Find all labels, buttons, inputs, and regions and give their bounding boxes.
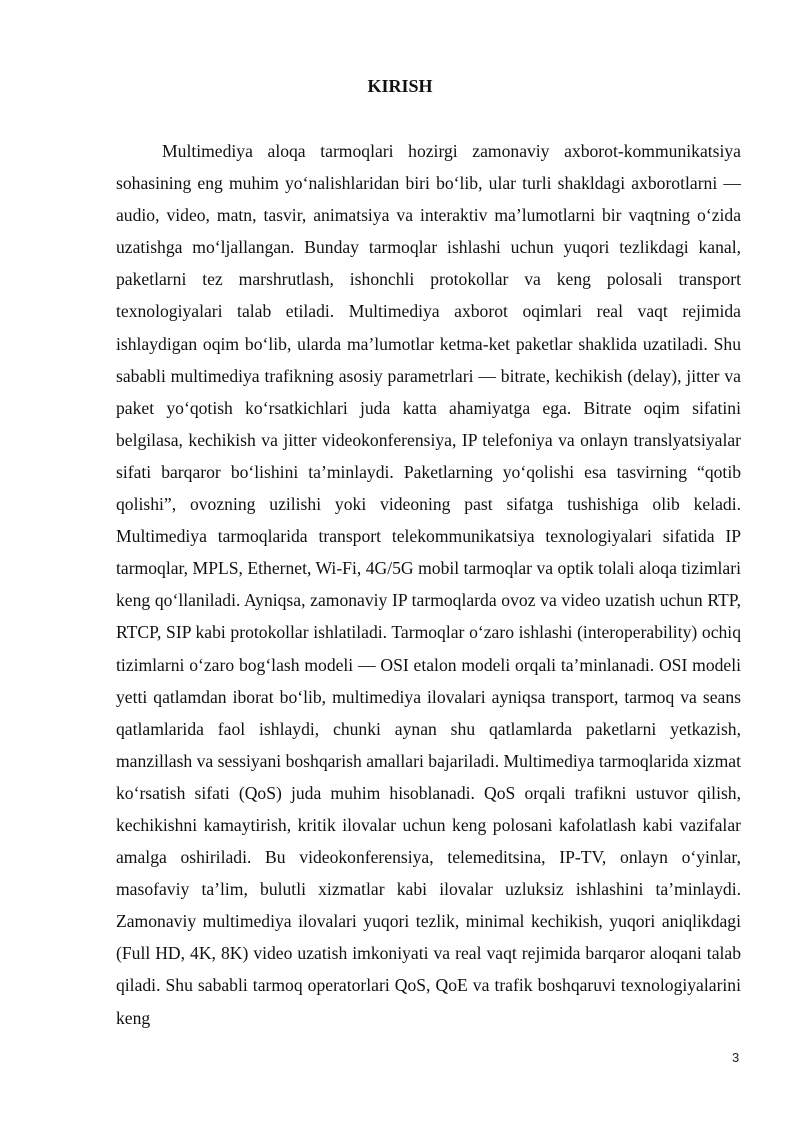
- page-number: 3: [732, 1050, 740, 1065]
- section-title: KIRISH: [367, 76, 433, 96]
- body-paragraph: Multimediya aloqa tarmoqlari hozirgi zamonaviy axborot-kommunikatsiya sohasining eng muhim yo‘nalishlaridan biri bo‘lib, ular turli shakldagi axborotlarni — audio, video, matn, tasvir, animatsiya va interaktiv ma’lumotlarni bir vaqtning o‘zida uzatishga mo‘ljallangan. Bunday tarmoqlar ishlashi uchun yuqori tezlikdagi kanal, paketlarni tez marshrutlash, ishonchli protokollar va keng polosali transport texnologiyalari talab etiladi. Multimediya axborot oqimlari real vaqt rejimida ishlaydigan oqim bo‘lib, ularda ma’lumotlar ketma-ket paketlar shaklida uzatiladi. Shu sababli multimediya trafikning asosiy parametrlari — bitrate, kechikish (delay), jitter va paket yo‘qotish ko‘rsatkichlari juda katta ahamiyatga ega. Bitrate oqim sifatini belgilasa, kechikish va jitter videokonferensiya, IP telefoniya va onlayn translyatsiyalar sifati barqaror bo‘lishini ta’minlaydi. Paketlarning yo‘qolishi esa tasvirning “qotib qolishi”, ovozning uzilishi yoki videoning past sifatga tushishiga olib keladi. Multimediya tarmoqlarida transport telekommunikatsiya texnologiyalari sifatida IP tarmoqlar, MPLS, Ethernet, Wi-Fi, 4G/5G mobil tarmoqlar va optik tolali aloqa tizimlari keng qo‘llaniladi. Ayniqsa, zamonaviy IP tarmoqlarda ovoz va video uzatish uchun RTP, RTCP, SIP kabi protokollar ishlatiladi. Tarmoqlar o‘zaro ishlashi (interoperability) ochiq tizimlarni o‘zaro bog‘lash modeli — OSI etalon modeli orqali ta’minlanadi. OSI modeli yetti qatlamdan iborat bo‘lib, multimediya ilovalari ayniqsa transport, tarmoq va seans qatlamlarida faol ishlaydi, chunki aynan shu qatlamlarda paketlarni yetkazish, manzillash va sessiyani boshqarish amallari bajariladi. Multimediya tarmoqlarida xizmat ko‘rsatish sifati (QoS) juda muhim hisoblanadi. QoS orqali trafikni ustuvor qilish, kechikishni kamaytirish, kritik ilovalar uchun keng polosani kafolatlash kabi vazifalar amalga oshiriladi. Bu videokonferensiya, telemeditsina, IP-TV, onlayn o‘yinlar, masofaviy ta’lim, bulutli xizmatlar kabi ilovalar uzluksiz ishlashini ta’minlaydi. Zamonaviy multimediya ilovalari yuqori tezlik, minimal kechikish, yuqori aniqlikdagi (Full HD, 4K, 8K) video uzatish imkoniyati va real vaqt rejimida barqaror aloqani talab qiladi. Shu sababli tarmoq operatorlari QoS, QoE va trafik boshqaruvi texnologiyalarini keng: [116, 141, 741, 1028]
